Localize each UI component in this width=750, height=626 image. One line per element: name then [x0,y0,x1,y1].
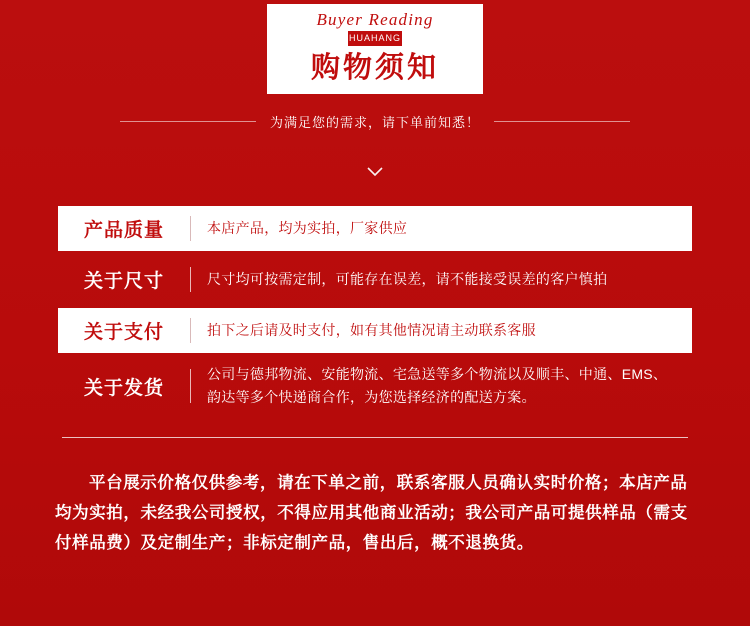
notice-row-payment [58,308,692,353]
title-english: Buyer Reading [316,10,434,29]
notice-row-label: 关于支付 [83,322,164,343]
subtitle-row [0,112,750,131]
notice-row-size [58,257,692,302]
notice-list [58,206,692,413]
brand-badge: HUAHANG [348,31,402,46]
notice-row-text: 公司与德邦物流、安能物流、宅急送等多个物流以及顺丰、中通、EMS、韵达等多个快递商合作，为您选择经济的配送方案。 [207,366,668,405]
notice-row-shipping [58,359,692,413]
notice-row-label: 产品质量 [83,220,164,241]
section-divider [62,437,688,438]
notice-row-text: 本店产品，均为实拍，厂家供应 [207,220,408,236]
notice-row-label: 关于尺寸 [83,271,164,292]
notice-row-text: 尺寸均可按需定制，可能存在误差，请不能接受误差的客户慎拍 [207,271,608,287]
notice-row-quality [58,206,692,251]
footer-paragraph: 平台展示价格仅供参考，请在下单之前，联系客服人员确认实时价格；本店产品均为实拍，未经我公司授权，不得应用其他商业活动；我公司产品可提供样品（需支付样品费）及定制生产；非标定制产品，售出后，概不退换货。 [55,474,688,552]
notice-row-text: 拍下之后请及时支付，如有其他情况请主动联系客服 [207,322,536,338]
page-title: 购物须知 [310,52,439,84]
notice-row-label: 关于发货 [83,377,164,399]
chevron-down-icon [0,166,750,182]
divider-right [494,121,630,122]
title-card [267,4,483,94]
divider-left [120,121,256,122]
subtitle-text: 为满足您的需求，请下单前知悉！ [269,115,480,130]
